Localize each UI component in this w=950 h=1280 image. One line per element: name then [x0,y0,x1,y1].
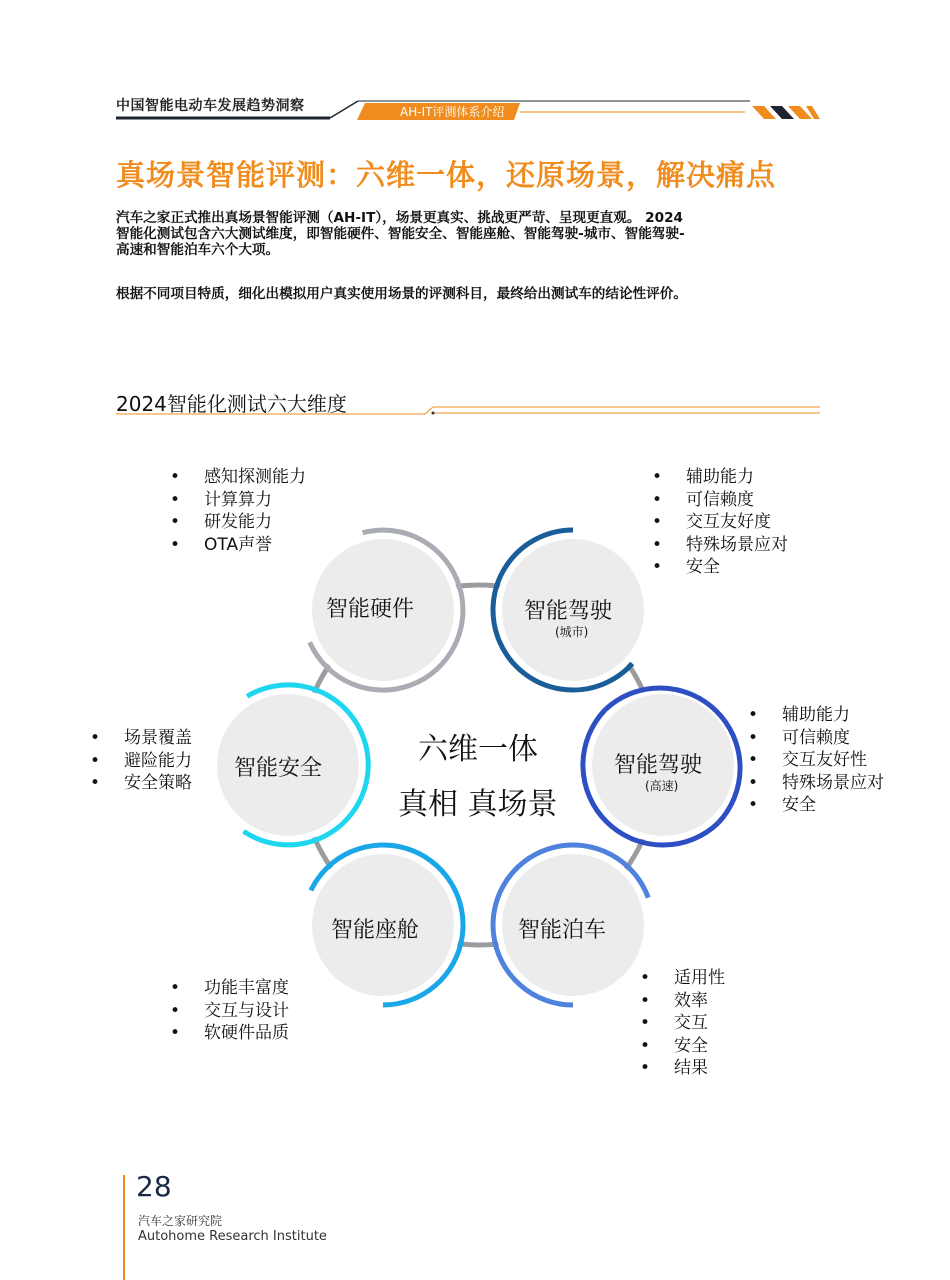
list-item: • 特殊场景应对 [652,534,788,555]
list-item: • 适用性 [640,968,725,988]
bullet-icon: • [748,772,759,793]
bullet-icon: • [652,534,663,555]
safety-list [90,727,192,795]
list-item: • 效率 [640,990,708,1011]
list-item: • 特殊场景应对 [748,772,884,793]
bullet-icon: • [170,534,181,555]
org-name-en: Autohome Research Institute [138,1229,327,1244]
list-item: • 安全策略 [90,773,192,793]
node-cockpit-label: 智能座舱 [331,918,420,943]
list-item: • 计算算力 [170,489,272,510]
node-city-sub: (城市) [555,625,589,639]
list-item: • 交互 [640,1013,708,1033]
bullet-icon: • [652,467,663,487]
bullet-icon: • [652,512,663,532]
parking-list [640,967,725,1080]
bullet-icon: • [640,968,651,988]
bullet-icon: • [170,467,181,487]
list-item: • 功能丰富度 [170,978,289,998]
bullet-icon: • [652,557,663,577]
list-item: • 软硬件品质 [170,1023,289,1043]
bullet-icon: • [170,489,181,510]
node-parking-label: 智能泊车 [518,918,607,943]
bullet-icon: • [170,1000,181,1021]
list-item: • 感知探测能力 [170,467,306,487]
node-highway-sub: (高速) [645,779,679,793]
list-item: • 可信赖度 [652,489,754,510]
list-item: • OTA声誉 [170,534,273,555]
node-hardware-label: 智能硬件 [326,597,415,622]
header-tag: AH-IT评测体系介绍 [400,105,505,119]
bullet-icon: • [748,750,759,770]
page-title: 真场景智能评测：六维一体，还原场景，解决痛点 [116,158,777,192]
bullet-icon: • [90,750,101,771]
list-item: • 避险能力 [90,750,192,771]
intro-line: 汽车之家正式推出真场景智能评测（AH-IT），场景更真实、挑战更严苛、呈现更直观。 2024 [116,210,684,226]
bullet-icon: • [170,1023,181,1043]
list-item: • 安全 [748,795,816,815]
org-name-cn: 汽车之家研究院 [138,1214,223,1228]
node-city-label: 智能驾驶 [524,599,613,624]
bullet-icon: • [748,705,759,725]
bullet-icon: • [652,489,663,510]
node-safety-label: 智能安全 [234,756,323,781]
intro-line: 智能化测试包含六大测试维度，即智能硬件、智能安全、智能座舱、智能驾驶-城市、智能驾驶- [116,226,685,242]
highway-list [748,704,884,817]
intro-line: 高速和智能泊车六个大项。 [116,242,280,258]
center-title: 六维一体 [418,732,538,767]
list-item: • 安全 [640,1035,708,1056]
list-item: • 结果 [640,1058,708,1078]
list-item: • 可信赖度 [748,727,850,748]
list-item: • 场景覆盖 [90,728,192,748]
list-item: • 研发能力 [170,512,272,532]
bullet-icon: • [640,1035,651,1056]
bullet-icon: • [748,727,759,748]
list-item: • 交互与设计 [170,1000,289,1021]
section-title: 2024智能化测试六大维度 [116,392,347,416]
bullet-icon: • [170,512,181,532]
center-subtitle: 真相 真场景 [398,787,558,822]
bullet-icon: • [90,728,101,748]
bullet-icon: • [170,978,181,998]
list-item: • 辅助能力 [748,705,850,725]
bullet-icon: • [748,795,759,815]
hardware-list [170,466,306,556]
summary-paragraph: 根据不同项目特质，细化出模拟用户真实使用场景的评测科目，最终给出测试车的结论性评价。 [116,286,687,302]
list-item: • 辅助能力 [652,467,754,487]
page-number: 28 [136,1170,172,1203]
list-item: • 交互友好度 [652,512,771,532]
bullet-icon: • [90,773,101,793]
bullet-icon: • [640,1058,651,1078]
node-highway-label: 智能驾驶 [614,753,703,778]
bullet-icon: • [640,1013,651,1033]
header-title: 中国智能电动车发展趋势洞察 [116,98,305,114]
city-list [652,466,788,579]
cockpit-list [170,977,289,1045]
bullet-icon: • [640,990,651,1011]
list-item: • 交互友好性 [748,750,867,770]
list-item: • 安全 [652,557,720,577]
